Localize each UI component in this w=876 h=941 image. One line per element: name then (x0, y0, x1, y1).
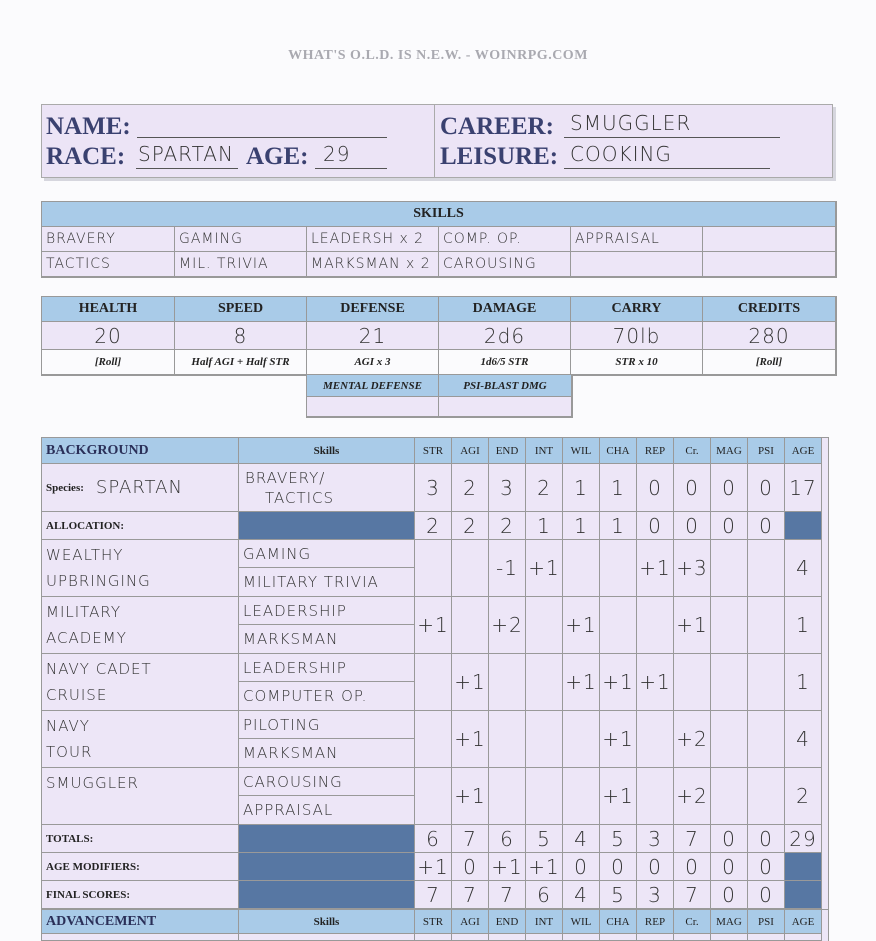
stat-value[interactable]: 2d6 (439, 322, 571, 350)
stat-header: HEALTH (42, 297, 175, 322)
name-label: NAME: (46, 113, 131, 140)
advancement-col-header: CHA (600, 910, 637, 934)
allocation-stat[interactable]: 2 (452, 512, 489, 540)
stat-value[interactable]: 21 (307, 322, 439, 350)
skill-cell[interactable]: GAMING (175, 227, 307, 252)
age-modifiers-row-stat[interactable]: 0 (600, 853, 637, 881)
entry-stat[interactable]: +1 (452, 654, 489, 711)
advancement-col-header: Cr. (674, 910, 711, 934)
entry-stat[interactable] (711, 540, 748, 597)
final-scores-row-stat[interactable]: 7 (489, 881, 526, 909)
entry-skill[interactable]: CAROUSING (239, 768, 415, 796)
totals-row-stat[interactable]: 6 (415, 825, 452, 853)
entry-stat[interactable]: +1 (415, 597, 452, 654)
entry-stat[interactable] (600, 540, 637, 597)
age-modifiers-row-stat[interactable]: 0 (674, 853, 711, 881)
stat-col-header: AGE (785, 438, 822, 464)
species-stat[interactable]: 1 (600, 464, 637, 512)
stat-col-header: AGI (452, 438, 489, 464)
career-field[interactable]: SMUGGLER (564, 111, 780, 138)
stat-formula: [Roll] (703, 350, 836, 375)
entry-stat[interactable] (748, 711, 785, 768)
entry-skill[interactable]: COMPUTER OP. (239, 682, 415, 711)
identity-divider (434, 105, 435, 177)
entry-stat[interactable] (600, 597, 637, 654)
advancement-col-header: WIL (563, 910, 600, 934)
allocation-stat[interactable]: 1 (526, 512, 563, 540)
entry-stat[interactable]: +1 (600, 654, 637, 711)
age-modifiers-row-stat[interactable]: +1 (526, 853, 563, 881)
entry-stat[interactable] (711, 711, 748, 768)
totals-row-label: TOTALS: (42, 825, 239, 853)
advancement-col-header: END (489, 910, 526, 934)
final-scores-row-stat[interactable]: 7 (674, 881, 711, 909)
entry-skill[interactable]: LEADERSHIP (239, 597, 415, 625)
skill-cell[interactable]: LEADERSH x 2 (307, 227, 439, 252)
entry-stat[interactable]: 4 (785, 711, 822, 768)
background-entry-name (42, 768, 239, 825)
totals-row-stat[interactable]: 5 (600, 825, 637, 853)
final-scores-row-label: FINAL SCORES: (42, 881, 239, 909)
age-field[interactable]: 29 (315, 142, 387, 169)
totals-row-stat[interactable]: 0 (711, 825, 748, 853)
psi-header: PSI-BLAST DMG (439, 375, 572, 397)
entry-stat[interactable] (674, 654, 711, 711)
entry-stat[interactable] (711, 654, 748, 711)
allocation-stat[interactable]: 0 (711, 512, 748, 540)
species-stat[interactable]: 17 (785, 464, 822, 512)
entry-stat[interactable]: +2 (674, 711, 711, 768)
species-cell (42, 464, 239, 512)
entry-stat[interactable]: +1 (452, 768, 489, 825)
entry-stat[interactable] (563, 540, 600, 597)
stat-value[interactable]: 70lb (571, 322, 703, 350)
name-field[interactable] (137, 111, 387, 138)
entry-stat[interactable] (748, 597, 785, 654)
stat-header: DEFENSE (307, 297, 439, 322)
final-scores-row-stat[interactable]: 5 (600, 881, 637, 909)
entry-stat[interactable]: +1 (600, 768, 637, 825)
stat-header: CARRY (571, 297, 703, 322)
entry-stat[interactable] (637, 597, 674, 654)
stat-col-header: END (489, 438, 526, 464)
final-scores-row-stat (785, 881, 822, 909)
career-label: CAREER: (440, 113, 554, 140)
stat-col-header: WIL (563, 438, 600, 464)
totals-row-stat[interactable]: 5 (526, 825, 563, 853)
stat-col-header: Cr. (674, 438, 711, 464)
species-skill[interactable]: BRAVERY/ (245, 469, 326, 487)
entry-stat[interactable] (637, 768, 674, 825)
advancement-table (41, 909, 829, 941)
allocation-skills-blank (239, 512, 415, 540)
skill-cell[interactable]: MIL. TRIVIA (175, 252, 307, 277)
age-modifiers-row-label: AGE MODIFIERS: (42, 853, 239, 881)
species-stat[interactable]: 2 (452, 464, 489, 512)
entry-skill[interactable]: MARKSMAN (239, 625, 415, 654)
stat-value[interactable]: 20 (42, 322, 175, 350)
race-label: RACE: (46, 143, 126, 170)
entry-stat[interactable] (526, 654, 563, 711)
stat-col-header: STR (415, 438, 452, 464)
stat-col-header: CHA (600, 438, 637, 464)
species-stat[interactable]: 0 (711, 464, 748, 512)
skills-title: SKILLS (42, 202, 836, 227)
entry-stat[interactable] (563, 711, 600, 768)
totals-row-stat[interactable]: 7 (674, 825, 711, 853)
entry-skill[interactable]: PILOTING (239, 711, 415, 739)
age-modifiers-row-stat[interactable]: 0 (711, 853, 748, 881)
final-scores-row-stat[interactable]: 0 (748, 881, 785, 909)
entry-name-line[interactable]: ACADEMY (46, 629, 127, 647)
skill-cell[interactable] (703, 252, 836, 277)
species-stat[interactable]: 0 (674, 464, 711, 512)
page-header: WHAT'S O.L.D. IS N.E.W. - WOINRPG.COM (288, 48, 588, 63)
skills-col-header: Skills (239, 438, 415, 464)
entry-stat[interactable] (452, 597, 489, 654)
totals-row-stat[interactable]: 4 (563, 825, 600, 853)
advancement-col-header: AGI (452, 910, 489, 934)
final-scores-row-stat[interactable]: 4 (563, 881, 600, 909)
allocation-label: ALLOCATION: (42, 512, 239, 540)
entry-stat[interactable] (415, 711, 452, 768)
entry-name-line[interactable]: CRUISE (46, 686, 108, 704)
entry-stat[interactable] (526, 711, 563, 768)
entry-stat[interactable]: 1 (785, 597, 822, 654)
entry-skill[interactable]: MILITARY TRIVIA (239, 568, 415, 597)
allocation-stat[interactable]: 1 (600, 512, 637, 540)
skill-cell[interactable]: CAROUSING (439, 252, 571, 277)
advancement-skills-header: Skills (239, 910, 415, 934)
entry-stat[interactable]: +1 (563, 597, 600, 654)
identity-block (41, 104, 833, 178)
skills-table (41, 201, 837, 278)
advancement-col-header: AGE (785, 910, 822, 934)
entry-stat[interactable] (489, 768, 526, 825)
age-modifiers-row-stat[interactable]: 0 (452, 853, 489, 881)
final-scores-row-stat[interactable]: 0 (711, 881, 748, 909)
entry-skill[interactable]: APPRAISAL (239, 796, 415, 825)
background-entry-name (42, 654, 239, 711)
psi-value[interactable] (439, 397, 572, 417)
totals-row-stat[interactable]: 29 (785, 825, 822, 853)
entry-stat[interactable]: +1 (526, 540, 563, 597)
stat-formula: AGI x 3 (307, 350, 439, 375)
advancement-title: ADVANCEMENT (42, 910, 239, 934)
stat-header: CREDITS (703, 297, 836, 322)
species-stat[interactable]: 3 (489, 464, 526, 512)
background-entry-name (42, 540, 239, 597)
entry-stat[interactable]: +1 (563, 654, 600, 711)
leisure-field[interactable]: COOKING (564, 142, 770, 169)
background-table (41, 437, 829, 912)
skill-cell[interactable]: COMP. OP. (439, 227, 571, 252)
entry-name-line[interactable]: NAVY CADET (46, 660, 152, 678)
background-entry-name (42, 711, 239, 768)
age-modifiers-row-skills-blank (239, 853, 415, 881)
totals-row-stat[interactable]: 6 (489, 825, 526, 853)
entry-stat[interactable]: +1 (452, 711, 489, 768)
stats-table (41, 296, 837, 376)
species-stat[interactable]: 2 (526, 464, 563, 512)
entry-stat[interactable]: 1 (785, 654, 822, 711)
skill-cell[interactable]: MARKSMAN x 2 (307, 252, 439, 277)
final-scores-row-stat[interactable]: 3 (637, 881, 674, 909)
final-scores-row-stat[interactable]: 7 (415, 881, 452, 909)
species-stat[interactable]: 3 (415, 464, 452, 512)
final-scores-row-skills-blank (239, 881, 415, 909)
allocation-stat (785, 512, 822, 540)
entry-stat[interactable]: +1 (637, 654, 674, 711)
entry-name-line[interactable]: UPBRINGING (46, 572, 151, 590)
stat-formula: [Roll] (42, 350, 175, 375)
advancement-col-header: PSI (748, 910, 785, 934)
entry-name-line[interactable]: TOUR (46, 743, 93, 761)
skill-cell[interactable] (703, 227, 836, 252)
leisure-label: LEISURE: (440, 143, 559, 170)
entry-stat[interactable]: +1 (637, 540, 674, 597)
entry-stat[interactable]: +2 (674, 768, 711, 825)
allocation-stat[interactable]: 1 (563, 512, 600, 540)
skill-cell[interactable] (571, 252, 703, 277)
stat-value[interactable]: 8 (175, 322, 307, 350)
stat-col-header: REP (637, 438, 674, 464)
race-field[interactable]: SPARTAN (136, 142, 238, 169)
background-entry-name (42, 597, 239, 654)
species-value[interactable]: SPARTAN (95, 477, 183, 498)
advancement-col-header: MAG (711, 910, 748, 934)
age-modifiers-row-stat[interactable]: 0 (637, 853, 674, 881)
age-modifiers-row-stat[interactable]: 0 (563, 853, 600, 881)
entry-stat[interactable]: +3 (674, 540, 711, 597)
final-scores-row-stat[interactable]: 7 (452, 881, 489, 909)
psi-table (306, 374, 573, 418)
age-modifiers-row-stat[interactable]: 0 (748, 853, 785, 881)
advancement-col-header: INT (526, 910, 563, 934)
skill-cell[interactable]: APPRAISAL (571, 227, 703, 252)
age-modifiers-row-stat[interactable]: +1 (489, 853, 526, 881)
entry-stat[interactable] (489, 711, 526, 768)
entry-stat[interactable] (526, 768, 563, 825)
species-stat[interactable]: 0 (637, 464, 674, 512)
allocation-stat[interactable]: 0 (674, 512, 711, 540)
totals-row-stat[interactable]: 0 (748, 825, 785, 853)
entry-stat[interactable]: 4 (785, 540, 822, 597)
entry-stat[interactable] (637, 711, 674, 768)
entry-stat[interactable] (748, 768, 785, 825)
background-title: BACKGROUND (42, 438, 239, 464)
species-stat[interactable]: 0 (748, 464, 785, 512)
entry-stat[interactable] (415, 540, 452, 597)
entry-skill[interactable]: MARKSMAN (239, 739, 415, 768)
skill-cell[interactable]: TACTICS (42, 252, 175, 277)
stat-col-header: PSI (748, 438, 785, 464)
skill-cell[interactable]: BRAVERY (42, 227, 175, 252)
final-scores-row-stat[interactable]: 6 (526, 881, 563, 909)
entry-stat[interactable] (415, 768, 452, 825)
stat-col-header: INT (526, 438, 563, 464)
age-label: AGE: (246, 143, 309, 170)
stat-formula: 1d6/5 STR (439, 350, 571, 375)
entry-stat[interactable] (415, 654, 452, 711)
entry-stat[interactable]: -1 (489, 540, 526, 597)
totals-row-skills-blank (239, 825, 415, 853)
totals-row-stat[interactable]: 7 (452, 825, 489, 853)
entry-name-line[interactable]: NAVY (46, 717, 90, 735)
entry-skill[interactable]: LEADERSHIP (239, 654, 415, 682)
entry-stat[interactable] (711, 768, 748, 825)
entry-skill[interactable]: GAMING (239, 540, 415, 568)
totals-row-stat[interactable]: 3 (637, 825, 674, 853)
advancement-col-header: REP (637, 910, 674, 934)
entry-stat[interactable] (563, 768, 600, 825)
allocation-stat[interactable]: 2 (415, 512, 452, 540)
entry-stat[interactable] (452, 540, 489, 597)
entry-stat[interactable]: +1 (600, 711, 637, 768)
stat-header: DAMAGE (439, 297, 571, 322)
species-skill[interactable]: TACTICS (265, 489, 335, 507)
stat-formula: Half AGI + Half STR (175, 350, 307, 375)
entry-stat[interactable]: +1 (674, 597, 711, 654)
entry-stat[interactable] (711, 597, 748, 654)
age-modifiers-row-stat (785, 853, 822, 881)
entry-stat[interactable] (748, 540, 785, 597)
age-modifiers-row-stat[interactable]: +1 (415, 853, 452, 881)
entry-stat[interactable]: 2 (785, 768, 822, 825)
entry-stat[interactable] (489, 654, 526, 711)
entry-stat[interactable] (526, 597, 563, 654)
stat-formula: STR x 10 (571, 350, 703, 375)
stat-value[interactable]: 280 (703, 322, 836, 350)
stat-col-header: MAG (711, 438, 748, 464)
entry-name-line[interactable]: MILITARY (46, 603, 122, 621)
entry-stat[interactable]: +2 (489, 597, 526, 654)
advancement-col-header: STR (415, 910, 452, 934)
species-skills (239, 464, 415, 512)
psi-header: MENTAL DEFENSE (307, 375, 439, 397)
stat-header: SPEED (175, 297, 307, 322)
species-label: Species: (46, 481, 84, 494)
entry-name-line[interactable]: WEALTHY (46, 546, 124, 564)
species-stat[interactable]: 1 (563, 464, 600, 512)
allocation-stat[interactable]: 0 (748, 512, 785, 540)
entry-stat[interactable] (748, 654, 785, 711)
allocation-stat[interactable]: 2 (489, 512, 526, 540)
entry-name-line[interactable]: SMUGGLER (46, 774, 139, 792)
psi-value[interactable] (307, 397, 439, 417)
allocation-stat[interactable]: 0 (637, 512, 674, 540)
